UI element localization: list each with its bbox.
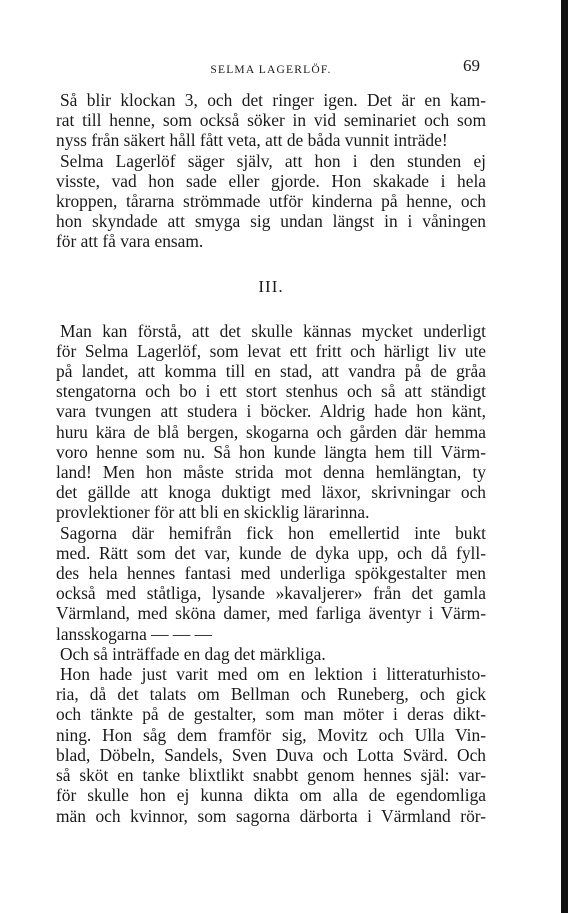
text-line: Hon hade just varit med om en lektion i litteraturhisto- [60,664,486,685]
paragraph-block-2 [56,321,486,826]
text-line: huru kära de blå bergen, skogarna och gården där hemma [56,421,486,442]
text-line: Selma Lagerlöf säger själv, att hon i den stunden ej [60,150,486,171]
text-line: och tänkte på de gestalter, som man möter i deras dikt- [56,704,486,725]
text-line: stengatorna och bo i ett stort stenhus och så att ständigt [56,381,486,402]
text-line: Värmland, med sköna damer, med farliga äventyr i Värm- [56,603,486,624]
text-line: rat till henne, som också söker in vid seminariet och som [56,110,486,131]
text-line: så sköt en tanke blixtlikt snabbt genom hennes själ: var- [56,765,486,786]
scan-edge-shadow [561,0,568,913]
text-line: ria, då det talats om Bellman och Runeberg, och gick [56,684,486,705]
text-line: kroppen, tårarna strömmade utför kinderna på henne, och [56,191,486,212]
text-line: hon skyndade att smyga sig undan längst in i våningen [56,211,486,232]
text-line: Så blir klockan 3, och det ringer igen. Det är en kam- [60,90,486,110]
text-line: för skulle hon ej kunna dikta om alla de egendomliga [56,785,486,806]
text-line: vara tvungen att studera i böcker. Aldrig hade hon känt, [56,401,486,422]
text-line: också med ståtliga, lysande »kavaljerer» från det gamla [56,583,486,604]
text-line: för Selma Lagerlöf, som levat ett fritt och härligt liv ute [56,340,486,361]
running-title: SELMA LAGERLÖF. [210,64,332,76]
text-line: Och så inträffade en dag det märkliga. [60,643,326,664]
paragraph-block-1 [56,90,486,252]
text-line: blad, Döbeln, Sandels, Sven Duva och Lotta Svärd. Och [56,744,486,765]
text-line: Sagorna där hemifrån fick hon emellertid inte bukt [60,522,486,543]
text-line: på landet, att komma till en stad, att vandra på de gråa [56,361,486,382]
text-line: voro henne som nu. Så hon kunde längta hem till Värm- [56,441,486,462]
section-heading: III. [258,276,284,296]
text-line: med. Rätt som det var, kunde de dyka upp, och då fyll- [56,542,486,563]
text-line: för att få vara ensam. [56,231,204,252]
book-page [56,52,486,826]
text-line: provlektioner för att bli en skicklig lärarinna. [56,502,370,523]
text-line: det gällde att knoga duktigt med läxor, skrivningar och [56,482,486,503]
text-line: Man kan förstå, att det skulle kännas mycket underligt [60,320,486,341]
text-line: ning. Hon såg dem framför sig, Movitz och Ulla Vin- [56,724,486,745]
page-number: 69 [463,56,480,75]
text-line: lansskogarna — — — [56,623,213,644]
text-line: land! Men hon måste strida mot denna hemlängtan, ty [56,462,486,483]
text-line: des hela hennes fantasi med underliga spökgestalter men [56,563,486,584]
text-line: män och kvinnor, som sagorna därborta i Värmland rör- [56,805,486,826]
running-head [56,52,486,82]
text-line: visste, vad hon sade eller gjorde. Hon skakade i hela [56,170,486,191]
text-line: nyss från säkert håll fått veta, att de båda vunnit inträde! [56,130,448,151]
